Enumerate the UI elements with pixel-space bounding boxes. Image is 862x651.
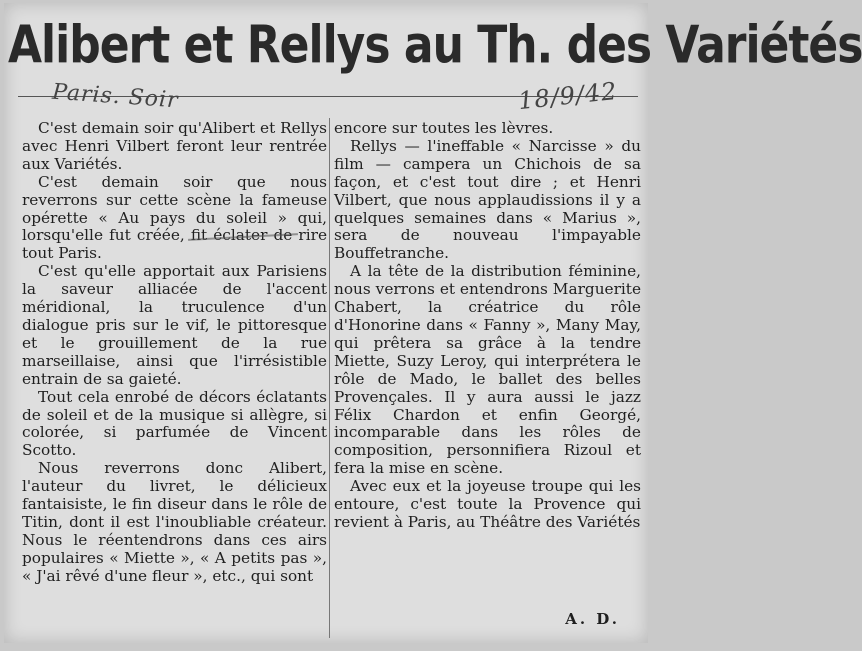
- author-signature: A. D.: [565, 610, 620, 628]
- paragraph: Rellys — l'ineffable « Narcisse » du film — campera un Chichois de sa façon, et c'est tout dire ; et Henri Vilbert, que nous applaudissions il y a quelques semaines dans « Marius », sera de nouveau l'impayable Bouffetranche.: [334, 136, 641, 263]
- paragraph: encore sur toutes les lèvres.: [334, 119, 554, 137]
- paragraph: Tout cela enrobé de décors éclatants de soleil et de la musique si allègre, si colorée, si parfumée de Vincent Scotto.: [22, 387, 327, 460]
- handwritten-date-note: 18/9/42: [516, 76, 619, 116]
- column-divider: [329, 118, 330, 638]
- paragraph: C'est qu'elle apportait aux Parisiens la saveur alliacée de l'accent méridional, la truculence d'un dialogue pris sur le vif, le pittoresque et le grouillement de la rue marseillaise, ainsi que l'irrésistible entrain de sa gaieté.: [22, 262, 327, 388]
- article-column-left: [22, 120, 327, 586]
- paragraph: C'est demain soir qu'Alibert et Rellys avec Henri Vilbert feront leur rentrée aux Variétés.: [22, 119, 327, 173]
- article-column-right: [334, 120, 641, 532]
- paragraph: A la tête de la distribution féminine, nous verrons et entendrons Marguerite Chabert, la créatrice du rôle d'Honorine dans « Fanny », Many May, qui prêtera sa grâce à la tendre Miette, Suzy Leroy, qui interprétera le rôle de Mado, le ballet des belles Provençales. Il y aura aussi le jazz Félix Chardon et enfin Georgé, incomparable dans les rôles de composition, personnifiera Rizoul et fera la mise en scène.: [334, 262, 641, 478]
- article-headline: Alibert et Rellys au Th. des Variétés: [8, 15, 862, 76]
- paragraph: Nous reverrons donc Alibert, l'auteur du livret, le délicieux fantaisiste, le fin diseur dans le rôle de Titin, dont il est l'inoubliable créateur. Nous le réentendrons dans ces airs populaires « Miette », « A petits pas », « J'ai rêvé d'une fleur », etc., qui sont: [22, 459, 327, 585]
- handwritten-source-note: Paris. Soir: [51, 79, 180, 114]
- paragraph: Avec eux et la joyeuse troupe qui les entoure, c'est toute la Provence qui revient à Paris, au Théâtre des Variétés: [334, 477, 641, 531]
- paragraph: C'est demain soir que nous reverrons sur cette scène la fameuse opérette « Au pays du soleil » qui, lorsqu'elle fut créée, fit éclater de rire tout Paris.: [22, 172, 327, 263]
